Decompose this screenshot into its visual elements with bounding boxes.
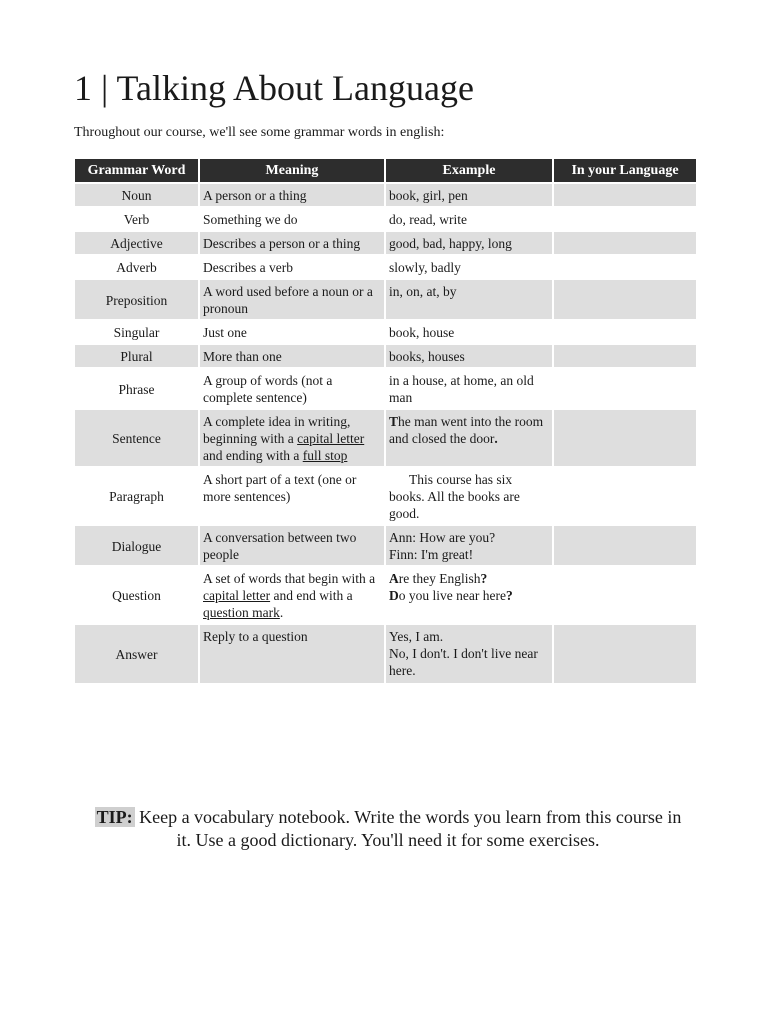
in-your-language-cell[interactable] xyxy=(553,255,697,279)
example-cell: book, girl, pen xyxy=(385,183,553,207)
grammar-word-cell: Sentence xyxy=(74,409,199,467)
meaning-cell: Describes a person or a thing xyxy=(199,231,385,255)
example-cell: in, on, at, by xyxy=(385,279,553,320)
in-your-language-cell[interactable] xyxy=(553,344,697,368)
table-row xyxy=(74,566,697,624)
example-cell: This course has six books. All the books are good. xyxy=(385,467,553,525)
column-header-meaning: Meaning xyxy=(199,159,385,183)
tip-label: TIP: xyxy=(96,807,133,827)
table-row xyxy=(74,279,697,320)
table-row xyxy=(74,320,697,344)
grammar-word-cell: Question xyxy=(74,566,199,624)
intro-text: Throughout our course, we'll see some grammar words in english: xyxy=(74,125,445,140)
column-header-in-your-language: In your Language xyxy=(553,159,697,183)
in-your-language-cell[interactable] xyxy=(553,624,697,684)
table-row xyxy=(74,344,697,368)
tip-text: Keep a vocabulary notebook. Write the words you learn from this course in it. Use a good dictionary. You'll need it for some exercises. xyxy=(134,807,682,850)
meaning-cell: A conversation between two people xyxy=(199,525,385,566)
in-your-language-cell[interactable] xyxy=(553,207,697,231)
meaning-cell: Describes a verb xyxy=(199,255,385,279)
meaning-cell: Reply to a question xyxy=(199,624,385,684)
table-row xyxy=(74,467,697,525)
table-row xyxy=(74,624,697,684)
in-your-language-cell[interactable] xyxy=(553,231,697,255)
example-cell: book, house xyxy=(385,320,553,344)
meaning-cell: A person or a thing xyxy=(199,183,385,207)
table-row xyxy=(74,368,697,409)
example-cell: do, read, write xyxy=(385,207,553,231)
meaning-cell: A group of words (not a complete sentence) xyxy=(199,368,385,409)
page-title: 1 | Talking About Language xyxy=(74,68,474,108)
grammar-word-cell: Phrase xyxy=(74,368,199,409)
table-row xyxy=(74,409,697,467)
example-cell: Yes, I am. No, I don't. I don't live near here. xyxy=(385,624,553,684)
in-your-language-cell[interactable] xyxy=(553,183,697,207)
grammar-word-cell: Noun xyxy=(74,183,199,207)
example-cell: The man went into the room and closed the door. xyxy=(385,409,553,467)
grammar-table xyxy=(73,159,698,685)
grammar-word-cell: Adverb xyxy=(74,255,199,279)
meaning-cell: A complete idea in writing, beginning with a capital letter and ending with a full stop xyxy=(199,409,385,467)
table-row xyxy=(74,231,697,255)
in-your-language-cell[interactable] xyxy=(553,566,697,624)
table-row xyxy=(74,525,697,566)
in-your-language-cell[interactable] xyxy=(553,279,697,320)
example-cell: in a house, at home, an old man xyxy=(385,368,553,409)
meaning-cell: A word used before a noun or a pronoun xyxy=(199,279,385,320)
in-your-language-cell[interactable] xyxy=(553,525,697,566)
example-cell: Are they English? Do you live near here? xyxy=(385,566,553,624)
table-row xyxy=(74,207,697,231)
table-row xyxy=(74,183,697,207)
grammar-word-cell: Adjective xyxy=(74,231,199,255)
in-your-language-cell[interactable] xyxy=(553,409,697,467)
in-your-language-cell[interactable] xyxy=(553,368,697,409)
meaning-cell: Just one xyxy=(199,320,385,344)
meaning-cell: A short part of a text (one or more sentences) xyxy=(199,467,385,525)
table-header-row xyxy=(74,159,697,183)
grammar-word-cell: Paragraph xyxy=(74,467,199,525)
grammar-word-cell: Singular xyxy=(74,320,199,344)
in-your-language-cell[interactable] xyxy=(553,467,697,525)
in-your-language-cell[interactable] xyxy=(553,320,697,344)
grammar-word-cell: Plural xyxy=(74,344,199,368)
meaning-cell: A set of words that begin with a capital letter and end with a question mark. xyxy=(199,566,385,624)
grammar-word-cell: Preposition xyxy=(74,279,199,320)
example-cell: books, houses xyxy=(385,344,553,368)
tip-box xyxy=(88,806,688,852)
example-cell: Ann: How are you? Finn: I'm great! xyxy=(385,525,553,566)
grammar-word-cell: Verb xyxy=(74,207,199,231)
table-row xyxy=(74,255,697,279)
meaning-cell: Something we do xyxy=(199,207,385,231)
column-header-example: Example xyxy=(385,159,553,183)
meaning-cell: More than one xyxy=(199,344,385,368)
example-cell: slowly, badly xyxy=(385,255,553,279)
column-header-grammar-word: Grammar Word xyxy=(74,159,199,183)
grammar-word-cell: Answer xyxy=(74,624,199,684)
example-cell: good, bad, happy, long xyxy=(385,231,553,255)
grammar-word-cell: Dialogue xyxy=(74,525,199,566)
